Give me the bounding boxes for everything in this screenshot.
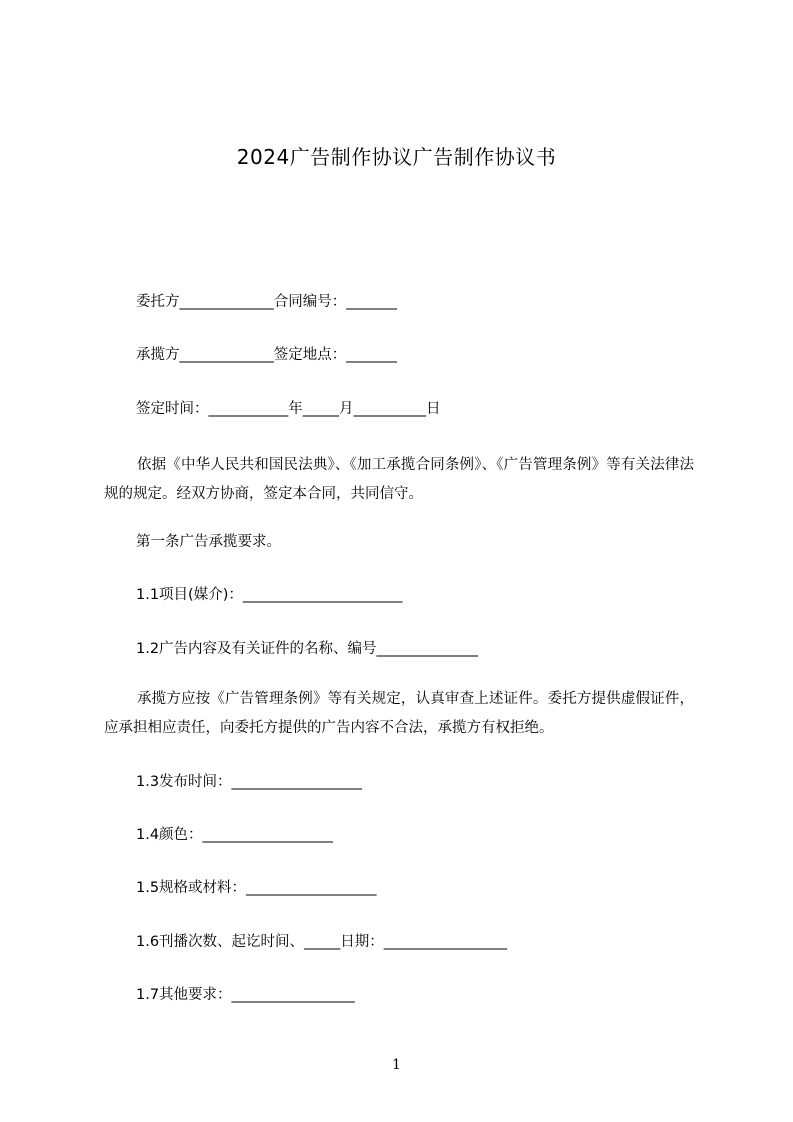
- client-contract-number-line: 委托方_____________合同编号：_______: [136, 294, 397, 310]
- item-1-6: 1.6刊播次数、起讫时间、_____日期：_________________: [136, 934, 508, 950]
- item-1-3: 1.3发布时间：__________________: [136, 774, 363, 790]
- item-1-2: 1.2广告内容及有关证件的名称、编号______________: [136, 641, 479, 657]
- item-1-4: 1.4颜色：__________________: [136, 827, 334, 843]
- item-1-5: 1.5规格或材料：__________________: [136, 880, 377, 896]
- item-1-1: 1.1项目(媒介)：______________________: [136, 587, 403, 603]
- signing-date-line: 签定时间：___________年_____月__________日: [136, 401, 441, 417]
- document-title: 2024广告制作协议广告制作协议书: [236, 145, 557, 169]
- preamble-paragraph: 依据《中华人民共和国民法典》、《加工承揽合同条例》、《广告管理条例》等有关法律法规的规定。经双方协商，签定本合同，共同信守。: [104, 457, 694, 502]
- contractor-signing-place-line: 承揽方_____________签定地点：_______: [136, 347, 397, 363]
- page-number: 1: [392, 1057, 401, 1073]
- verification-paragraph: 承揽方应按《广告管理条例》等有关规定，认真审查上述证件。委托方提供虚假证件，应承担相应责任，向委托方提供的广告内容不合法，承揽方有权拒绝。: [104, 691, 694, 736]
- item-1-7: 1.7其他要求：_________________: [136, 987, 355, 1003]
- article-1-heading: 第一条广告承揽要求。: [136, 534, 281, 550]
